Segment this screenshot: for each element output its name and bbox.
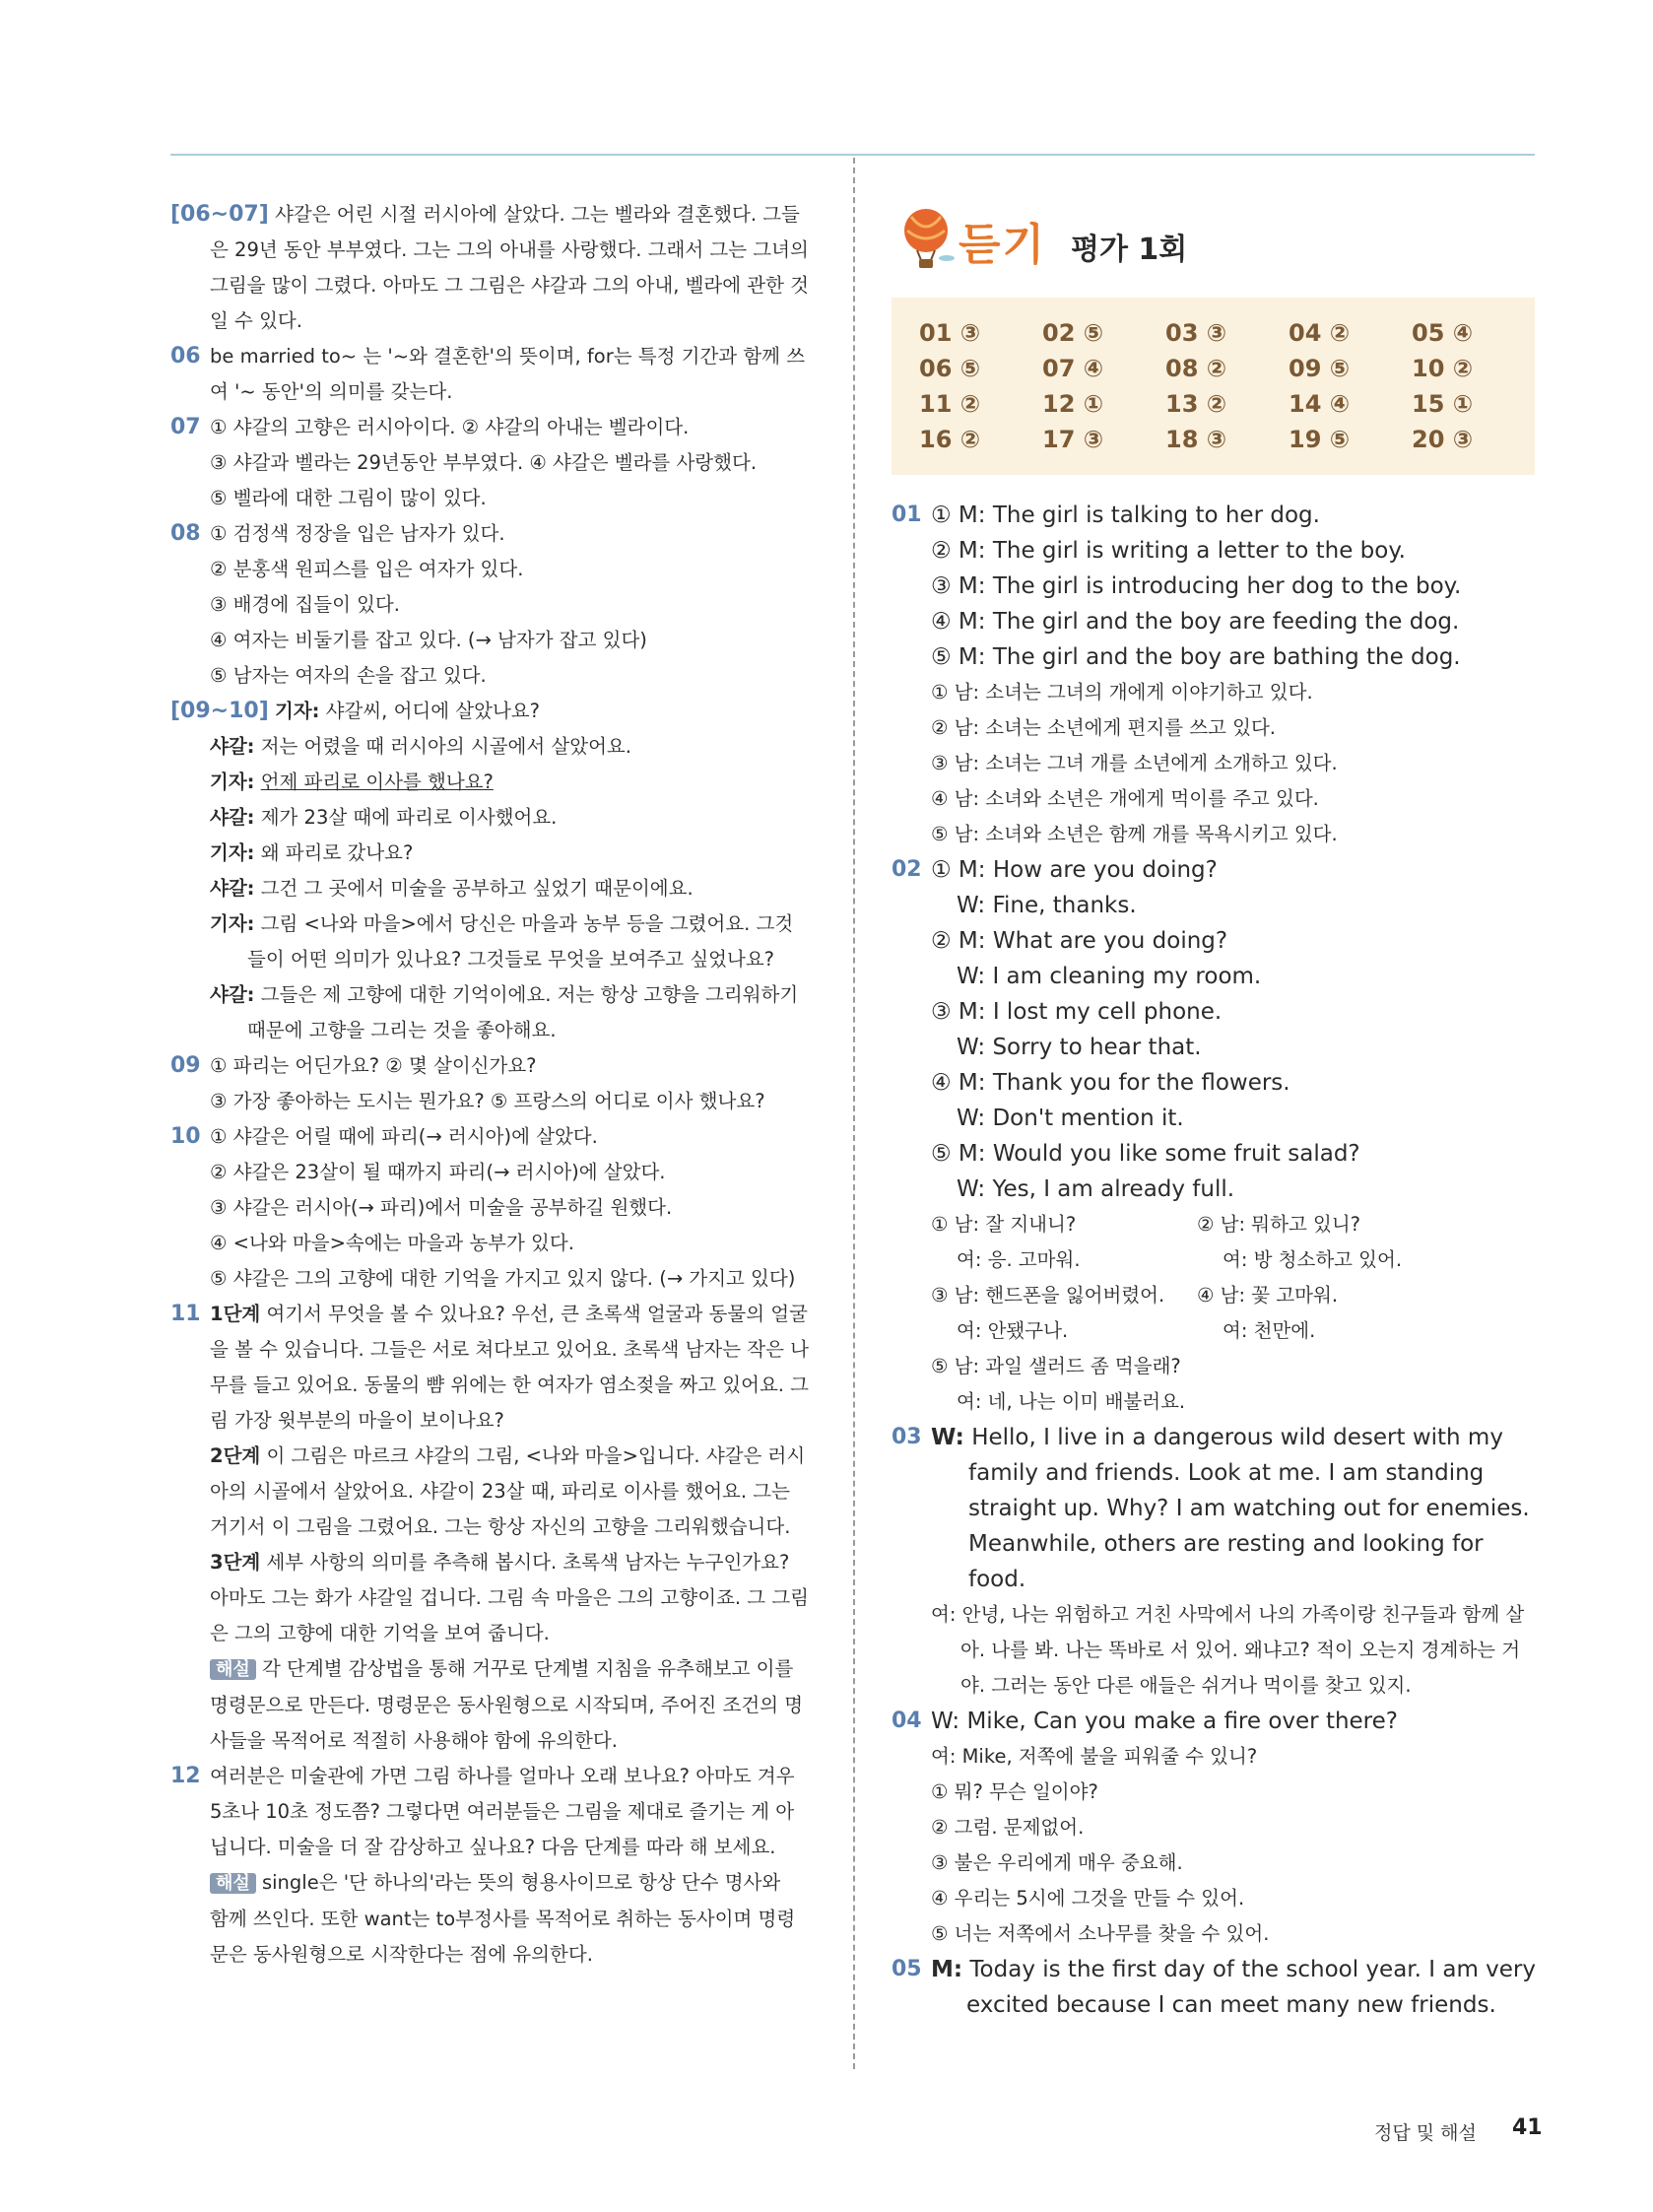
explanation-badge: 해설	[210, 1659, 256, 1680]
item-number: 09	[170, 1053, 201, 1078]
question-02: 02 ① M: How are you doing? W: Fine, thanks. ② M: What are you doing? W: I am cleaning my room. ③ M: I lost my cell phone. W: Sorry to hear that. ④ M: Thank you for the flowers. W: Don't mention it. ⑤ M: Would you like some fruit salad? W: Yes, I am already full. ① 남: 잘 지내니? ② 남: 뭐하고 있니? 여: 응. 고마워. 여: 방 청소하고 있어. ③ 남: 핸드폰을 잃어버렸어. ④ 남: 꽃 고마워. 여: 안됐구나. 여: 천만에. ⑤ 남: 과일 샐러드 좀 먹을래? 여: 네, 나는 이미 배불러요.	[892, 852, 1537, 1420]
answer-key-box	[892, 298, 1535, 475]
left-column	[170, 197, 816, 1973]
answer-cell: 16 ②	[919, 426, 981, 453]
answer-cell: 19 ⑤	[1289, 426, 1351, 453]
answer-row	[919, 386, 1535, 422]
item-10: 10 ① 샤갈은 어릴 때에 파리(→ 러시아)에 살았다. ② 샤갈은 23살이 될 때까지 파리(→ 러시아)에 살았다. ③ 샤갈은 러시아(→ 파리)에서 미술을 공부하길 원했다. ④ <나와 마을>속에는 마을과 농부가 있다. ⑤ 샤갈은 그의 고향에 대한 기억을 가지고 있지 않다. (→ 가지고 있다)	[170, 1119, 816, 1297]
item-07: 07 ① 샤갈의 고향은 러시아이다. ② 샤갈의 아내는 벨라이다. ③ 샤갈과 벨라는 29년동안 부부였다. ④ 샤갈은 벨라를 사랑했다. ⑤ 벨라에 대한 그림이 많이 있다.	[170, 410, 816, 516]
answer-cell: 20 ③	[1412, 426, 1474, 453]
question-04: 04 W: Mike, Can you make a fire over there? 여: Mike, 저쪽에 불을 피워줄 수 있니? ① 뭐? 무슨 일이야? ② 그럼. 문제없어. ③ 불은 우리에게 매우 중요해. ④ 우리는 5시에 그것을 만들 수 있어. ⑤ 너는 저쪽에서 소나무를 찾을 수 있어.	[892, 1704, 1537, 1952]
question-05: 05 M: Today is the first day of the school year. I am very excited because I can meet many new friends.	[892, 1952, 1537, 2023]
right-column	[892, 498, 1537, 2023]
answer-cell: 14 ④	[1289, 390, 1351, 418]
item-06-07: [06~07] 샤갈은 어린 시절 러시아에 살았다. 그는 벨라와 결혼했다. 그들 은 29년 동안 부부였다. 그는 그의 아내를 사랑했다. 그래서 그는 그녀의 그림을 많이 그렸다. 아마도 그 그림은 샤갈과 그의 아내, 벨라에 관한 것 일 수 있다.	[170, 202, 810, 332]
footer-section-label: 정답 및 해설	[1374, 2122, 1477, 2144]
section-subtitle: 평가 1회	[1071, 233, 1188, 267]
answer-row	[919, 351, 1535, 386]
question-01: 01 ① M: The girl is talking to her dog. ② M: The girl is writing a letter to the boy. ③ M: The girl is introducing her dog to the boy. ④ M: The girl and the boy are feeding the dog. ⑤ M: The girl and the boy are bathing the dog. ① 남: 소녀는 그녀의 개에게 이야기하고 있다. ② 남: 소녀는 소년에게 편지를 쓰고 있다. ③ 남: 소녀는 그녀 개를 소년에게 소개하고 있다. ④ 남: 소녀와 소년은 개에게 먹이를 주고 있다. ⑤ 남: 소녀와 소년은 함께 개를 목욕시키고 있다.	[892, 498, 1537, 852]
answer-table	[919, 315, 1535, 457]
item-number: 06	[170, 344, 201, 369]
item-08: 08 ① 검정색 정장을 입은 남자가 있다. ② 분홍색 원피스를 입은 여자가 있다. ③ 배경에 집들이 있다. ④ 여자는 비둘기를 잡고 있다. (→ 남자가 잡고 있다) ⑤ 남자는 여자의 손을 잡고 있다.	[170, 516, 816, 694]
item-number: 08	[170, 521, 201, 546]
answer-cell: 13 ②	[1165, 390, 1227, 418]
column-divider	[853, 158, 855, 2069]
item-12: 12 여러분은 미술관에 가면 그림 하나를 얼마나 오래 보나요? 아마도 겨우 5초나 10초 정도쯤? 그렇다면 여러분들은 그림을 제대로 즐기는 게 아 닙니다. 미술을 더 잘 감상하고 싶나요? 다음 단계를 따라 해 보세요. 해설 single은 '단 하나의'라는 뜻의 형용사이므로 항상 단수 명사와 함께 쓰인다. 또한 want는 to부정사를 목적어로 취하는 동사이며 명령 문은 동사원형으로 시작한다는 점에 유의한다.	[170, 1759, 816, 1973]
answer-row	[919, 422, 1535, 457]
answer-cell: 04 ②	[1289, 319, 1351, 347]
section-title: 듣기	[959, 220, 1047, 270]
item-number: 03	[892, 1425, 922, 1449]
item-06: 06 be married to~ 는 '~와 결혼한'의 뜻이며, for는 특정 기간과 함께 쓰 여 '~ 동안'의 의미를 갖는다.	[170, 339, 816, 410]
question-03: 03 W: Hello, I live in a dangerous wild desert with my family and friends. Look at me. I am standing straight up. Why? I am watching out for enemies. Meanwhile, others are resting and looking for food. 여: 안녕, 나는 위험하고 거친 사막에서 나의 가족이랑 친구들과 함께 살 아. 나를 봐. 나는 똑바로 서 있어. 왜냐고? 적이 오는지 경계하는 거 야. 그러는 동안 다른 애들은 쉬거나 먹이를 찾고 있지.	[892, 1420, 1537, 1704]
answer-cell: 01 ③	[919, 319, 981, 347]
answer-cell: 07 ④	[1042, 355, 1104, 382]
item-number: 11	[170, 1302, 201, 1326]
hot-air-balloon-icon	[895, 207, 957, 270]
answer-cell: 18 ③	[1165, 426, 1227, 453]
answer-row	[919, 315, 1535, 351]
item-number: [09~10]	[170, 699, 269, 723]
page-number: 41	[1512, 2115, 1543, 2140]
section-header	[892, 205, 1443, 274]
answer-cell: 05 ④	[1412, 319, 1474, 347]
item-number: [06~07]	[170, 202, 269, 227]
item-number: 12	[170, 1764, 201, 1788]
answer-cell: 12 ①	[1042, 390, 1104, 418]
answer-cell: 02 ⑤	[1042, 319, 1104, 347]
answer-cell: 10 ②	[1412, 355, 1474, 382]
top-rule	[170, 154, 1535, 156]
item-09-10: [09~10] 기자: 샤갈씨, 어디에 살았나요? 샤갈: 저는 어렸을 때 러시아의 시골에서 살았어요. 기자: 언제 파리로 이사를 했나요? 샤갈: 제가 23살 때에 파리로 이사했어요. 기자: 왜 파리로 갔나요? 샤갈: 그건 그 곳에서 미술을 공부하고 싶었기 때문이에요. 기자: 그림 <나와 마을>에서 당신은 마을과 농부 등을 그렸어요. 그것 들이 어떤 의미가 있나요? 그것들로 무엇을 보여주고 싶었나요? 샤갈: 그들은 제 고향에 대한 기억이에요. 저는 항상 고향을 그리워하기 때문에 고향을 그리는 것을 좋아해요.	[170, 699, 799, 1041]
answer-cell: 15 ①	[1412, 390, 1474, 418]
explanation-badge: 해설	[210, 1873, 256, 1894]
answer-cell: 08 ②	[1165, 355, 1227, 382]
answer-cell: 03 ③	[1165, 319, 1227, 347]
item-number: 04	[892, 1709, 922, 1733]
item-number: 05	[892, 1957, 922, 1981]
item-number: 10	[170, 1124, 201, 1149]
item-09: 09 ① 파리는 어딘가요? ② 몇 살이신가요? ③ 가장 좋아하는 도시는 뭔가요? ⑤ 프랑스의 어디로 이사 했나요?	[170, 1048, 816, 1119]
answer-cell: 06 ⑤	[919, 355, 981, 382]
answer-cell: 09 ⑤	[1289, 355, 1351, 382]
answer-cell: 17 ③	[1042, 426, 1104, 453]
item-number: 02	[892, 857, 922, 882]
item-11: 11 1단계 여기서 무엇을 볼 수 있나요? 우선, 큰 초록색 얼굴과 동물의 얼굴 을 볼 수 있습니다. 그들은 서로 쳐다보고 있어요. 초록색 남자는 작은 나 무를 들고 있어요. 동물의 뺨 위에는 한 여자가 염소젖을 짜고 있어요. 그 림 가장 윗부분의 마을이 보이나요? 2단계 이 그림은 마르크 샤갈의 그림, <나와 마을>입니다. 샤갈은 러시 아의 시골에서 살았어요. 샤갈이 23살 때, 파리로 이사를 했어요. 그는 거기서 이 그림을 그렸어요. 그는 항상 자신의 고향을 그리워했습니다. 3단계 세부 사항의 의미를 추측해 봅시다. 초록색 남자는 누구인가요? 아마도 그는 화가 샤갈일 겁니다. 그림 속 마을은 그의 고향이죠. 그 그림 은 그의 고향에 대한 기억을 보여 줍니다. 해설 각 단계별 감상법을 통해 거꾸로 단계별 지침을 유추해보고 이를 명령문으로 만든다. 명령문은 동사원형으로 시작되며, 주어진 조건의 명 사들을 목적어로 적절히 사용해야 함에 유의한다.	[170, 1297, 816, 1759]
item-number: 01	[892, 503, 922, 527]
item-number: 07	[170, 415, 201, 439]
answer-cell: 11 ②	[919, 390, 981, 418]
